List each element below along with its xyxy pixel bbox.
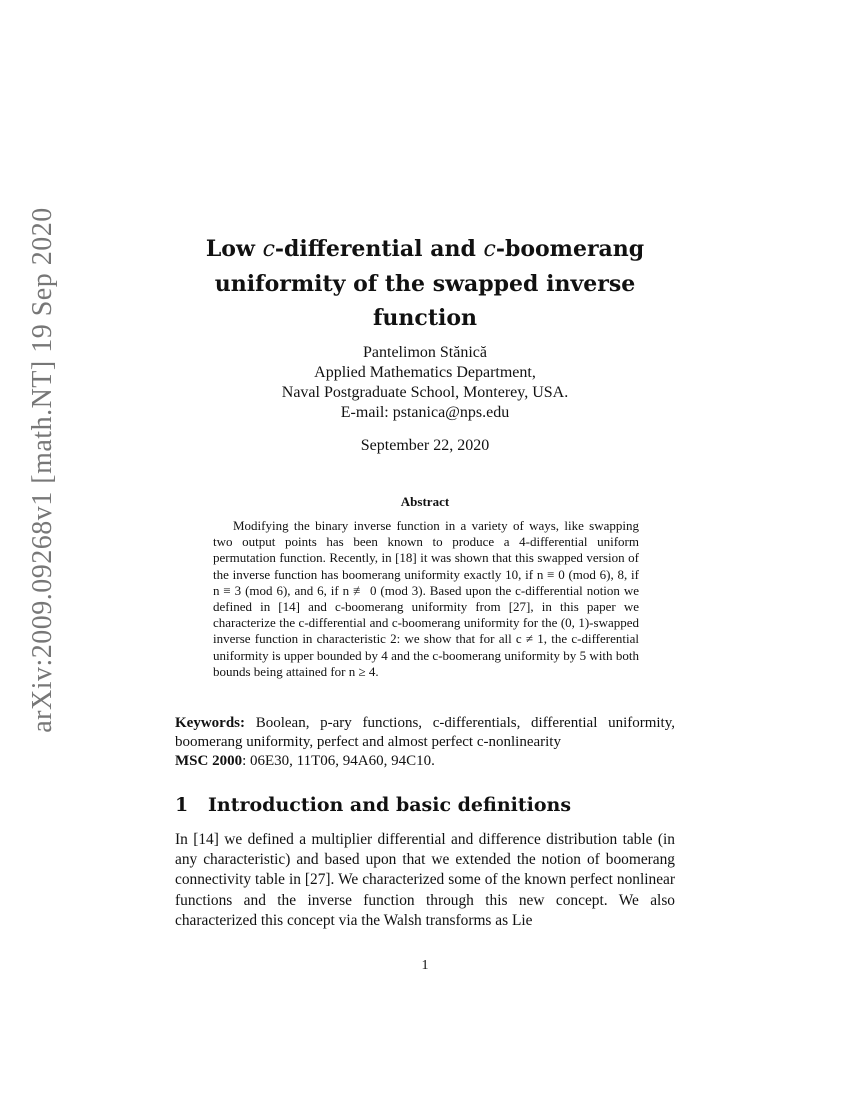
arxiv-stamp [18, 207, 68, 733]
section-body-text: In [14] we defined a multiplier differential and difference distribution table (in any characteristic) and based upon that we extended the notion of boomerang connectivity table in [27]. We characterized some of the known perfect nonlinear functions and the inverse function through this new concept. We also characterized this concept via the Walsh transforms as Lie [175, 831, 675, 929]
keywords-block [175, 714, 675, 771]
author-email: E-mail: pstanica@nps.edu [340, 404, 510, 421]
author-institution: Naval Postgraduate School, Monterey, USA. [281, 384, 569, 401]
title-variable: c [262, 237, 275, 262]
title-text: -boomerang [495, 236, 645, 262]
title-line-1 [175, 232, 675, 267]
section-title: Introduction and basic definitions [208, 794, 572, 816]
author-block [175, 343, 675, 423]
paper-title [175, 232, 675, 335]
keywords-label: Keywords: [175, 715, 245, 731]
paper-date: September 22, 2020 [360, 437, 490, 454]
msc-label: MSC 2000 [175, 753, 243, 769]
title-text: Low [205, 236, 263, 262]
title-line-2: uniformity of the swapped inverse [214, 271, 636, 297]
msc-text: : 06E30, 11T06, 94A60, 94C10. [242, 753, 435, 769]
author-department: Applied Mathematics Department, [314, 364, 536, 381]
keywords-text: Boolean, p-ary functions, c-differentials, differential uniformity, boomerang uniformity, perfect and almost perfect c-nonlinearity [175, 715, 676, 750]
section-heading [175, 794, 675, 816]
title-variable: c [483, 237, 496, 262]
section-number: 1 [175, 794, 189, 816]
page-number: 1 [421, 958, 429, 973]
abstract-heading: Abstract [400, 494, 450, 509]
abstract-text: Modifying the binary inverse function in a variety of ways, like swapping two output points has been known to produce a 4-differential uniform permutation function. Recently, in [18] it was shown that this swapped version of the inverse function has boomerang uniformity exactly 10, if n ≡ 0 (mod 6), 8, if n ≡ 3 (mod 6), and 6, if n ≢ 0 (mod 3). Based upon the c-differential notion we defined in [14] and c-boomerang uniformity from [27], in this paper we characterize the c-differential and c-boomerang uniformity for the (0, 1)-swapped inverse function in characteristic 2: we show that for all c ≠ 1, the c-differential uniformity is upper bounded by 4 and the c-boomerang uniformity by 5 with both bounds being attained for n ≥ 4. [213, 518, 639, 679]
arxiv-identifier: arXiv:2009.09268v1 [math.NT] 19 Sep 2020 [27, 207, 58, 733]
author-name: Pantelimon Stănică [363, 344, 487, 361]
title-line-3: function [372, 305, 478, 331]
title-text: -differential and [274, 236, 484, 262]
